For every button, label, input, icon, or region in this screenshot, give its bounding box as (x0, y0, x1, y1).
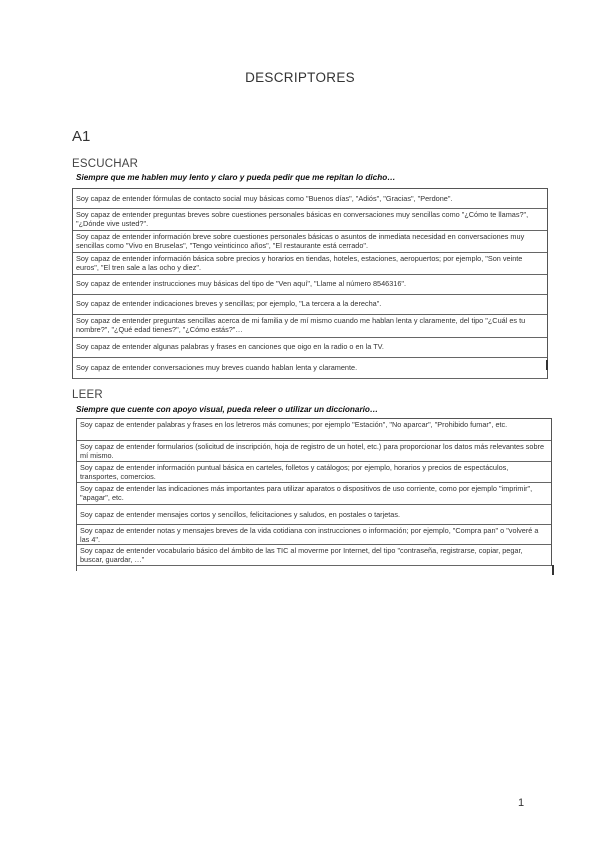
descriptor-row: Soy capaz de entender información básica sobre precios y horarios en tiendas, hoteles, estaciones, aeropuertos; por ejemplo, "Son veinte euros", "El tren sale a las ocho y diez". (73, 253, 547, 275)
descriptor-row: Soy capaz de entender indicaciones breves y sencillas; por ejemplo, "La tercera a la derecha". (73, 295, 547, 315)
descriptor-table-escuchar (72, 188, 548, 379)
descriptor-row: Soy capaz de entender preguntas sencillas acerca de mi familia y de mí mismo cuando me hablan lenta y claramente, del tipo "¿Cuál es tu nombre?", "¿Qué edad tienes?", "¿Cómo estás?"… (73, 315, 547, 338)
descriptor-row: Soy capaz de entender notas y mensajes breves de la vida cotidiana con instrucciones o información; por ejemplo, "Compra pan" o "volveré a las 4". (77, 525, 551, 545)
descriptor-row: Soy capaz de entender las indicaciones más importantes para utilizar aparatos o dispositivos de uso corriente, como por ejemplo "imprimir", "apagar", etc. (77, 483, 551, 505)
descriptor-row: Soy capaz de entender palabras y frases en los letreros más comunes; por ejemplo "Estación", "No aparcar", "Prohibido fumar", etc. (77, 419, 551, 441)
descriptor-row: Soy capaz de entender vocabulario básico del ámbito de las TIC al moverme por Internet, del tipo "contraseña, registrarse, copiar, pegar, buscar, guardar, …" (77, 545, 551, 566)
document-title: DESCRIPTORES (245, 70, 355, 85)
descriptor-row: Soy capaz de entender mensajes cortos y sencillos, felicitaciones y saludos, en postales o tarjetas. (77, 505, 551, 525)
descriptor-row: Soy capaz de entender formularios (solicitud de inscripción, hoja de registro de un hotel, etc.) para proporcionar los datos más relevantes sobre mí mismo. (77, 441, 551, 462)
descriptor-row: Soy capaz de entender información breve sobre cuestiones personales básicas o asuntos de inmediata necesidad en conversaciones muy sencillas como "Vivo en Bruselas", "Tengo veinticinco años", "El restaurante está cerrado". (73, 231, 547, 253)
descriptor-row: Soy capaz de entender conversaciones muy breves cuando hablan lenta y claramente. (73, 358, 547, 379)
descriptor-row: Soy capaz de entender fórmulas de contacto social muy básicas como "Buenos días", "Adiós", "Gracias", "Perdone". (73, 189, 547, 209)
level-heading: A1 (72, 128, 91, 145)
descriptor-row: Soy capaz de entender información puntual básica en carteles, folletos y catálogos; por ejemplo, horarios y precios de espectáculos, transportes, comercios. (77, 462, 551, 483)
table-edge (546, 360, 548, 370)
descriptor-row: Soy capaz de entender algunas palabras y frases en canciones que oigo en la radio o en la TV. (73, 338, 547, 358)
section-note-escuchar: Siempre que me hablen muy lento y claro y pueda pedir que me repitan lo dicho… (76, 173, 396, 182)
section-label-leer: LEER (72, 389, 103, 401)
descriptor-table-leer (76, 418, 552, 566)
section-label-escuchar: ESCUCHAR (72, 158, 139, 170)
table-edge (552, 565, 554, 575)
page-number: 1 (518, 797, 525, 809)
descriptor-row: Soy capaz de entender instrucciones muy básicas del tipo de "Ven aquí", "Llame al número 8546316". (73, 275, 547, 295)
descriptor-row: Soy capaz de entender preguntas breves sobre cuestiones personales básicas en conversaciones muy sencillas como "¿Cómo te llamas?", "¿Dónde vive usted?". (73, 209, 547, 231)
section-note-leer: Siempre que cuente con apoyo visual, pueda releer o utilizar un diccionario… (76, 405, 379, 414)
table-edge (76, 565, 77, 571)
